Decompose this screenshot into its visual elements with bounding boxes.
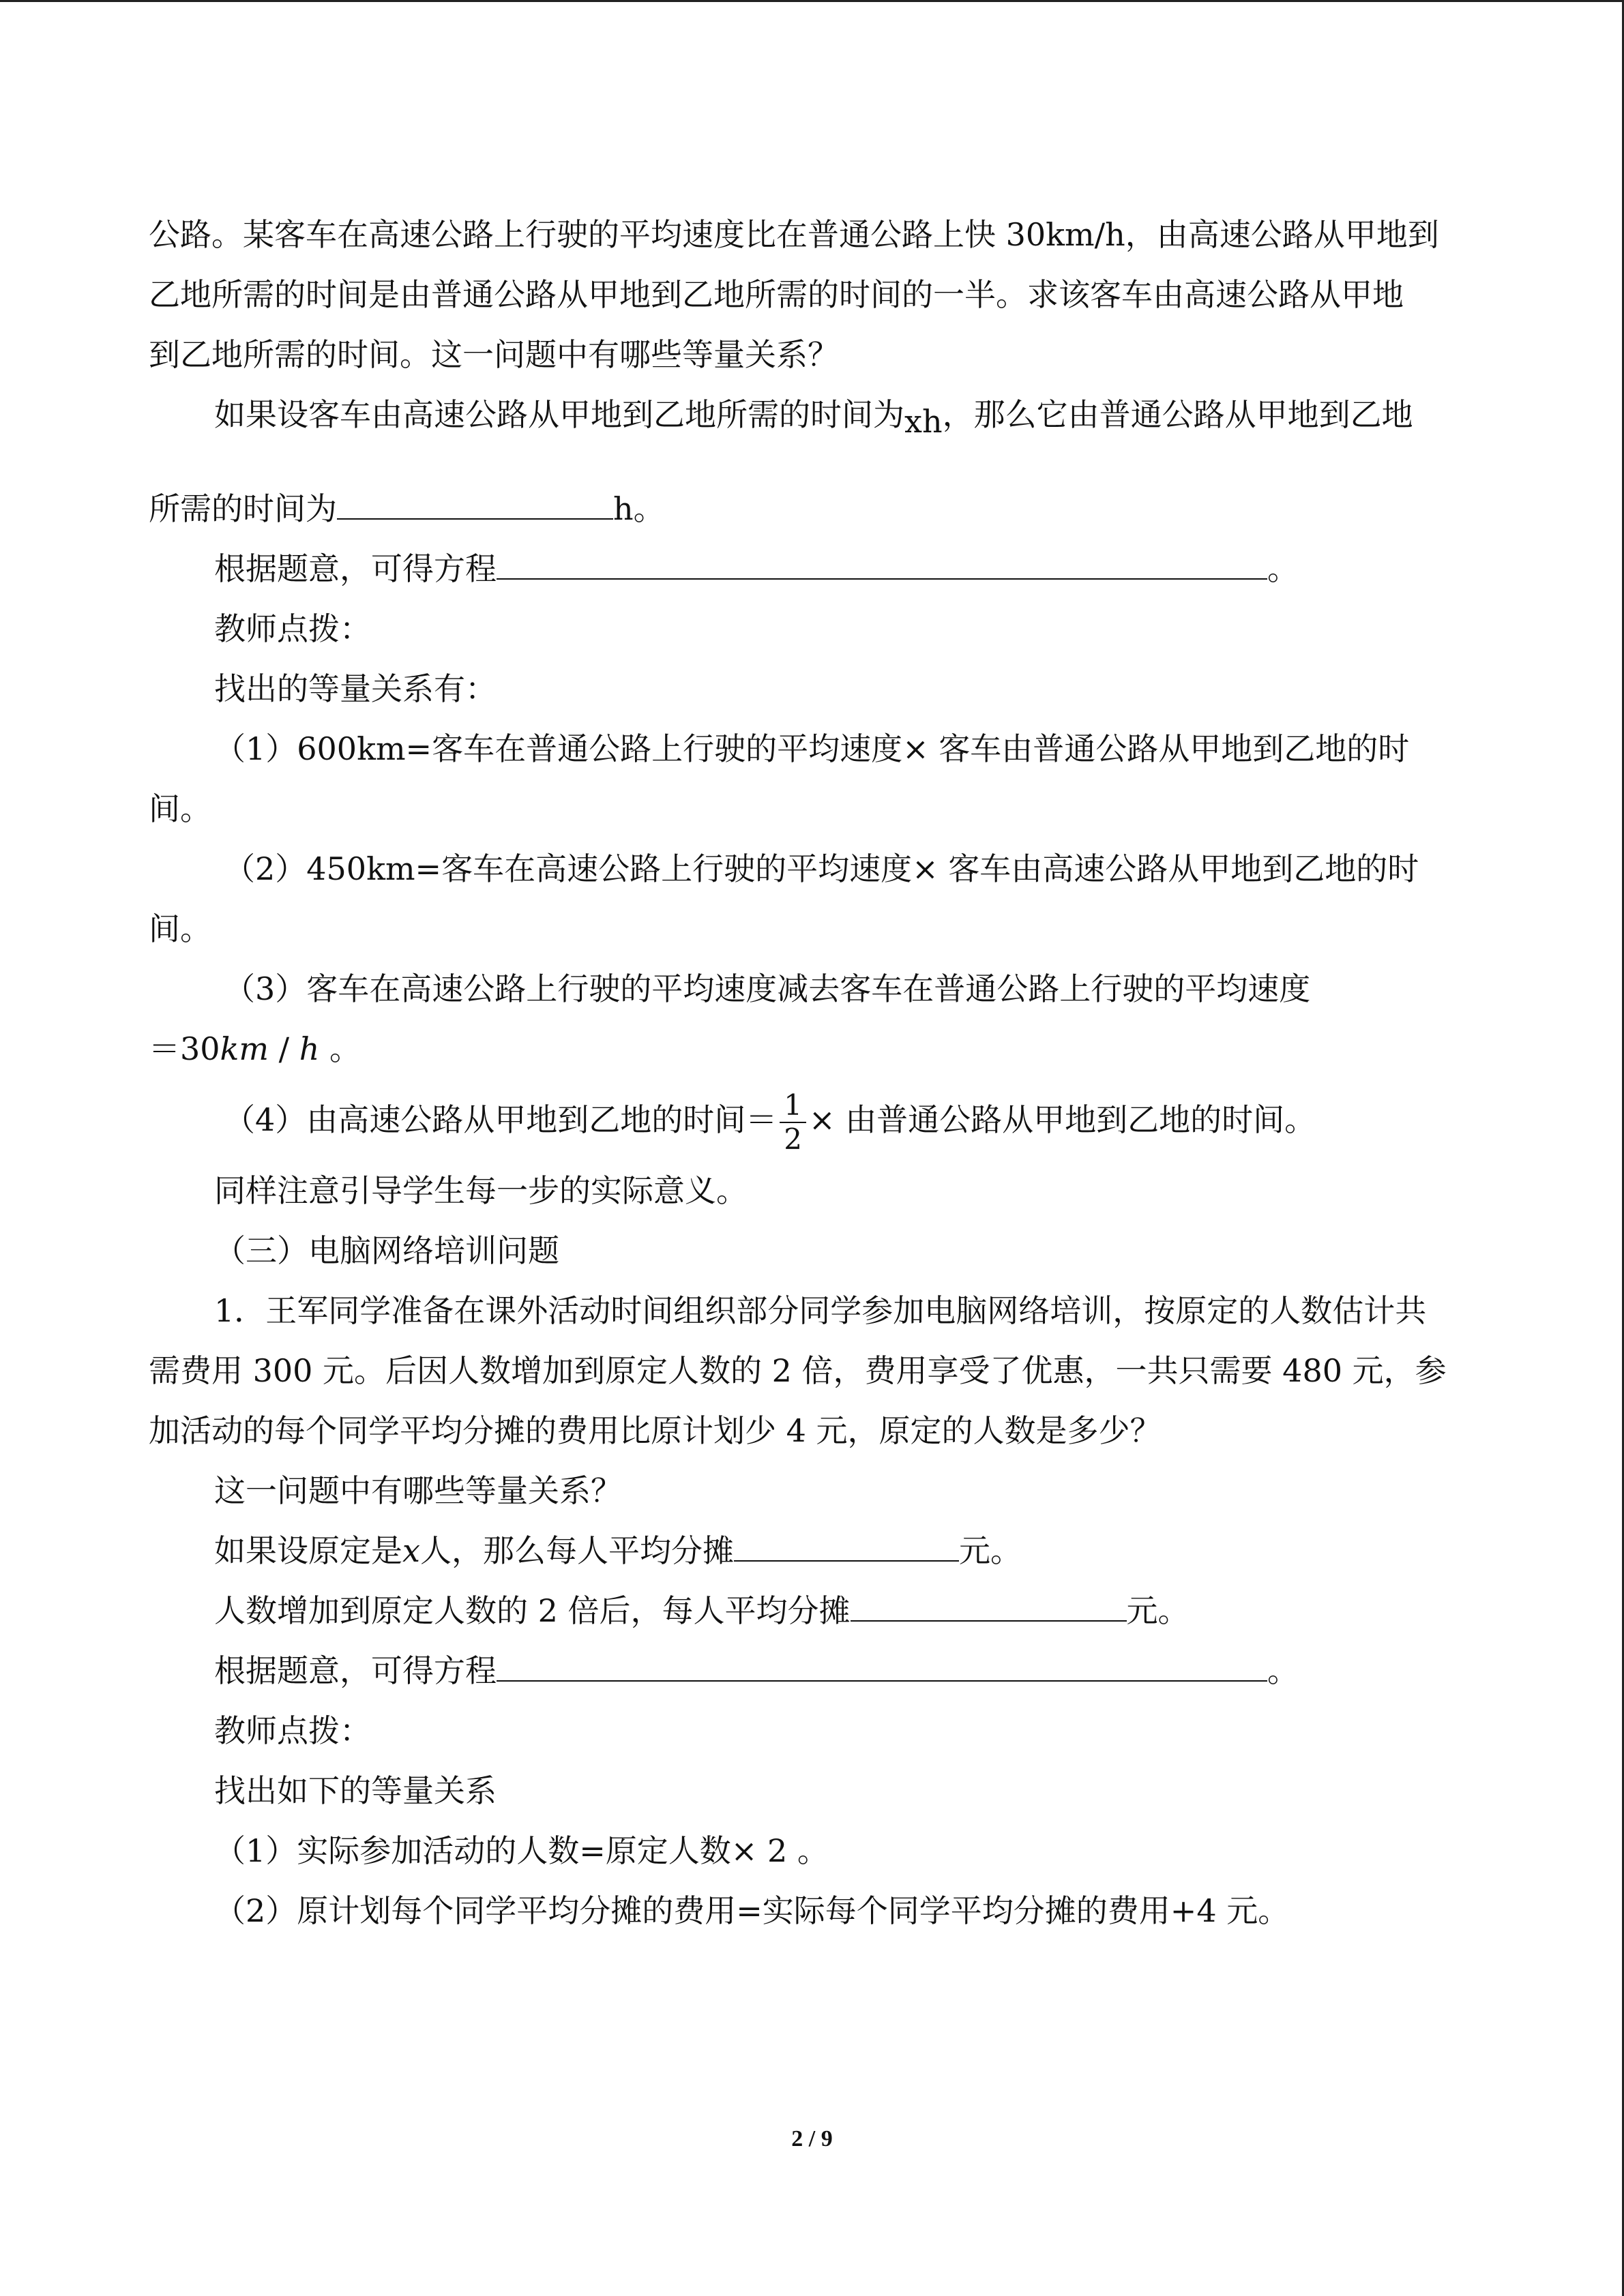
- text-segment: 元。: [958, 1532, 1022, 1569]
- math-unit: km: [220, 1030, 269, 1067]
- text-line: 到乙地所需的时间。这一问题中有哪些等量关系？: [149, 336, 839, 373]
- fraction-numerator: 1: [780, 1089, 806, 1123]
- text-line: （2）原计划每个同学平均分摊的费用=实际每个同学平均分摊的费用+4 元。: [214, 1892, 1290, 1929]
- page-top-border: [0, 0, 1624, 2]
- equation-blank[interactable]: [497, 1645, 1267, 1682]
- text-segment: 。: [1267, 550, 1299, 587]
- text-line: 找出如下的等量关系: [214, 1772, 497, 1809]
- text-segment: （4）由高速公路从甲地到乙地的时间＝: [224, 1101, 778, 1138]
- fraction: [780, 1089, 806, 1156]
- text-line: [149, 539, 1486, 599]
- text-segment: 根据题意，可得方程: [214, 550, 497, 587]
- text-segment: 所需的时间为: [149, 490, 337, 527]
- answer-blank[interactable]: [734, 1525, 959, 1562]
- document-body: [149, 205, 1486, 1941]
- text-line: 这一问题中有哪些等量关系？: [214, 1472, 622, 1509]
- text-line: 间。: [149, 910, 211, 947]
- text-segment: 。: [319, 1030, 361, 1067]
- answer-blank[interactable]: [337, 483, 613, 520]
- text-line: [149, 385, 1486, 451]
- text-line: （1）600km=客车在普通公路上行驶的平均速度× 客车由普通公路从甲地到乙地的时: [214, 730, 1410, 767]
- section-heading: （三）电脑网络培训问题: [214, 1232, 559, 1269]
- text-line: 同样注意引导学生每一步的实际意义。: [214, 1172, 748, 1209]
- fraction-denominator: 2: [784, 1122, 803, 1156]
- spacer: [149, 451, 1486, 479]
- text-line: 公路。某客车在高速公路上行驶的平均速度比在普通公路上快 30km/h，由高速公路从甲地到: [149, 216, 1439, 253]
- page-number: 2 / 9: [791, 2126, 833, 2151]
- text-segment: 如果设原定是: [214, 1532, 402, 1569]
- text-line: （1）实际参加活动的人数=原定人数× 2 。: [214, 1832, 829, 1869]
- text-line: 需费用 300 元。后因人数增加到原定人数的 2 倍，费用享受了优惠，一共只需要 480 元，参: [149, 1352, 1447, 1389]
- variable-x: x: [402, 1532, 420, 1569]
- equation-blank[interactable]: [497, 543, 1267, 580]
- math-slash: /: [269, 1030, 299, 1067]
- math-unit: h: [299, 1030, 320, 1067]
- variable-xh: xh: [904, 403, 943, 440]
- text-segment: 人数增加到原定人数的 2 倍后，每人平均分摊: [214, 1592, 851, 1629]
- text-line: 1．王军同学准备在课外活动时间组织部分同学参加电脑网络培训，按原定的人数估计共: [214, 1292, 1427, 1329]
- text-line: （3）客车在高速公路上行驶的平均速度减去客车在普通公路上行驶的平均速度: [224, 970, 1311, 1007]
- text-line: [149, 1581, 1486, 1641]
- text-segment: ，那么它由普通公路从甲地到乙地: [942, 396, 1413, 433]
- text-segment: 人，那么每人平均分摊: [419, 1532, 734, 1569]
- math-line: [149, 1079, 1486, 1161]
- text-segment: × 由普通公路从甲地到乙地的时间。: [809, 1101, 1316, 1138]
- text-line: 乙地所需的时间是由普通公路从甲地到乙地所需的时间的一半。求该客车由高速公路从甲地: [149, 276, 1404, 313]
- text-line: 教师点拨：: [214, 1712, 371, 1749]
- text-line: 找出的等量关系有：: [214, 670, 497, 707]
- text-segment: 元。: [1126, 1592, 1190, 1629]
- text-segment: 如果设客车由高速公路从甲地到乙地所需的时间为: [214, 396, 904, 433]
- text-line: 教师点拨：: [214, 610, 371, 647]
- math-line: [149, 1019, 1486, 1079]
- text-line: [149, 1641, 1486, 1701]
- text-segment: 根据题意，可得方程: [214, 1652, 497, 1689]
- answer-blank[interactable]: [851, 1585, 1127, 1622]
- text-line: [149, 479, 1486, 539]
- text-line: （2）450km=客车在高速公路上行驶的平均速度× 客车由高速公路从甲地到乙地的时: [224, 850, 1419, 887]
- text-segment: 。: [1267, 1652, 1299, 1689]
- text-segment: h。: [613, 490, 665, 527]
- text-line: [149, 1521, 1486, 1581]
- text-line: 加活动的每个同学平均分摊的费用比原计划少 4 元，原定的人数是多少？: [149, 1412, 1162, 1449]
- text-line: 间。: [149, 790, 211, 827]
- text-segment: ＝30: [149, 1030, 220, 1067]
